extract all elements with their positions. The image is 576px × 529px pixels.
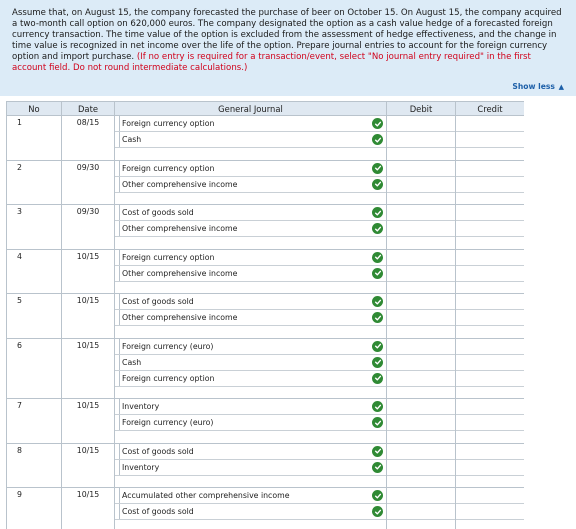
credit-input[interactable] (456, 371, 524, 387)
check-circle-icon (372, 506, 383, 517)
credit-input[interactable] (456, 504, 524, 520)
entry-number: 2 (17, 162, 22, 172)
row-spacer (7, 148, 525, 160)
debit-input[interactable] (387, 488, 455, 504)
account-name: Other comprehensive income (119, 221, 386, 236)
account-field[interactable] (115, 132, 386, 148)
entry-date: 09/30 (76, 207, 100, 216)
credit-input[interactable] (456, 221, 524, 237)
check-circle-icon (372, 296, 383, 307)
table-row (7, 338, 525, 387)
account-field[interactable] (115, 444, 386, 460)
account-name: Accumulated other comprehensive income (119, 488, 386, 503)
entry-date: 10/15 (76, 401, 100, 410)
problem-note: (If no entry is required for a transaction/event, select "No journal entry required" in the first account field. Do not round intermediate calculations.) (12, 52, 531, 73)
account-name: Cost of goods sold (119, 205, 386, 220)
account-name: Foreign currency option (119, 250, 386, 265)
credit-input[interactable] (456, 399, 524, 415)
account-name: Cost of goods sold (119, 294, 386, 309)
account-name: Other comprehensive income (119, 266, 386, 281)
table-row (7, 205, 525, 238)
show-less-link[interactable] (512, 81, 564, 93)
account-name: Foreign currency option (119, 371, 386, 386)
problem-text: Assume that, on August 15, the company forecasted the purchase of beer on October 15. On August 15, the company acquired a two-month call option on 620,000 euros. The company designated the option as a cash value hedge of a forecasted foreign currency transaction. The time value of the option is excluded from the assessment of hedge effectiveness, and the change in time value is recognized in net income over the life of the option. Prepare journal entries to account for the foreign currency option and import purchase. (12, 8, 562, 62)
credit-input[interactable] (456, 132, 524, 148)
credit-input[interactable] (456, 266, 524, 282)
debit-input[interactable] (387, 221, 455, 237)
credit-input[interactable] (456, 116, 524, 132)
debit-input[interactable] (387, 177, 455, 193)
check-circle-icon (372, 252, 383, 263)
credit-input[interactable] (456, 415, 524, 431)
table-row (7, 249, 525, 282)
table-row (7, 443, 525, 476)
row-spacer (7, 476, 525, 488)
table-row (7, 294, 525, 327)
account-name: Other comprehensive income (119, 310, 386, 325)
entry-date: 10/15 (76, 445, 100, 455)
entry-number: 3 (17, 207, 22, 216)
credit-input[interactable] (456, 444, 524, 460)
check-circle-icon (372, 134, 383, 145)
account-field[interactable] (115, 221, 386, 237)
header-general-journal: General Journal (115, 102, 387, 116)
credit-input[interactable] (456, 177, 524, 193)
account-name: Foreign currency option (119, 161, 386, 176)
credit-input[interactable] (456, 294, 524, 310)
check-circle-icon (372, 357, 383, 368)
row-spacer (7, 282, 525, 294)
check-circle-icon (372, 341, 383, 352)
check-circle-icon (372, 401, 383, 412)
check-circle-icon (372, 179, 383, 190)
check-circle-icon (372, 312, 383, 323)
credit-input[interactable] (456, 205, 524, 221)
account-name: Inventory (119, 460, 386, 475)
entry-date: 10/15 (76, 340, 100, 350)
table-header-row (7, 102, 525, 116)
account-field[interactable] (115, 250, 386, 266)
account-field[interactable] (115, 339, 386, 355)
account-name: Cost of goods sold (119, 504, 386, 519)
debit-input[interactable] (387, 161, 455, 177)
account-field[interactable] (115, 460, 386, 476)
debit-input[interactable] (387, 444, 455, 460)
debit-input[interactable] (387, 294, 455, 310)
debit-input[interactable] (387, 250, 455, 266)
debit-input[interactable] (387, 504, 455, 520)
check-circle-icon (372, 373, 383, 384)
account-field[interactable] (115, 310, 386, 326)
account-name: Inventory (119, 399, 386, 414)
debit-input[interactable] (387, 132, 455, 148)
check-circle-icon (372, 417, 383, 428)
debit-input[interactable] (387, 355, 455, 371)
triangle-up-icon: ▲ (558, 83, 564, 91)
row-spacer (7, 193, 525, 205)
entry-number: 8 (17, 445, 22, 455)
account-name: Cash (119, 132, 386, 147)
account-field[interactable] (115, 371, 386, 387)
check-circle-icon (372, 163, 383, 174)
debit-input[interactable] (387, 339, 455, 355)
entry-number: 6 (17, 340, 22, 350)
account-field[interactable] (115, 177, 386, 193)
debit-input[interactable] (387, 310, 455, 326)
entry-date: 10/15 (76, 490, 100, 499)
account-field[interactable] (115, 266, 386, 282)
row-spacer (7, 520, 525, 529)
credit-input[interactable] (456, 460, 524, 476)
check-circle-icon (372, 490, 383, 501)
credit-input[interactable] (456, 310, 524, 326)
header-date: Date (62, 102, 115, 116)
check-circle-icon (372, 446, 383, 457)
debit-input[interactable] (387, 399, 455, 415)
debit-input[interactable] (387, 460, 455, 476)
entry-date: 10/15 (76, 251, 100, 261)
account-field[interactable] (115, 205, 386, 221)
header-no: No (7, 102, 62, 116)
account-name: Cash (119, 355, 386, 370)
account-field[interactable] (115, 355, 386, 371)
entry-date: 08/15 (76, 118, 100, 127)
row-spacer (7, 387, 525, 399)
account-field[interactable] (115, 399, 386, 415)
debit-input[interactable] (387, 116, 455, 132)
account-field[interactable] (115, 488, 386, 504)
credit-input[interactable] (456, 250, 524, 266)
credit-input[interactable] (456, 339, 524, 355)
journal-table (6, 101, 524, 529)
credit-input[interactable] (456, 355, 524, 371)
account-field[interactable] (115, 415, 386, 431)
credit-input[interactable] (456, 488, 524, 504)
entry-number: 9 (17, 490, 22, 499)
check-circle-icon (372, 268, 383, 279)
debit-input[interactable] (387, 266, 455, 282)
credit-input[interactable] (456, 161, 524, 177)
account-field[interactable] (115, 294, 386, 310)
show-less-label: Show less (512, 82, 555, 91)
account-name: Foreign currency option (119, 116, 386, 131)
problem-statement (0, 0, 576, 96)
account-name: Foreign currency (euro) (119, 339, 386, 354)
header-credit: Credit (456, 102, 525, 116)
table-row (7, 116, 525, 149)
row-spacer (7, 326, 525, 338)
account-name: Cost of goods sold (119, 444, 386, 459)
account-field[interactable] (115, 161, 386, 177)
entry-date: 09/30 (76, 162, 100, 172)
entry-number: 1 (17, 118, 22, 127)
row-spacer (7, 237, 525, 249)
check-circle-icon (372, 462, 383, 473)
journal-body (7, 116, 525, 529)
debit-input[interactable] (387, 371, 455, 387)
table-row (7, 488, 525, 521)
header-debit: Debit (387, 102, 456, 116)
account-name: Foreign currency (euro) (119, 415, 386, 430)
account-field[interactable] (115, 116, 386, 132)
entry-number: 5 (17, 296, 22, 305)
check-circle-icon (372, 207, 383, 218)
account-field[interactable] (115, 504, 386, 520)
entry-number: 4 (17, 251, 22, 261)
entry-number: 7 (17, 401, 22, 410)
table-row (7, 399, 525, 432)
table-row (7, 160, 525, 193)
entry-date: 10/15 (76, 296, 100, 305)
account-name: Other comprehensive income (119, 177, 386, 192)
debit-input[interactable] (387, 415, 455, 431)
journal-table-container (6, 101, 524, 529)
check-circle-icon (372, 118, 383, 129)
check-circle-icon (372, 223, 383, 234)
row-spacer (7, 431, 525, 443)
debit-input[interactable] (387, 205, 455, 221)
